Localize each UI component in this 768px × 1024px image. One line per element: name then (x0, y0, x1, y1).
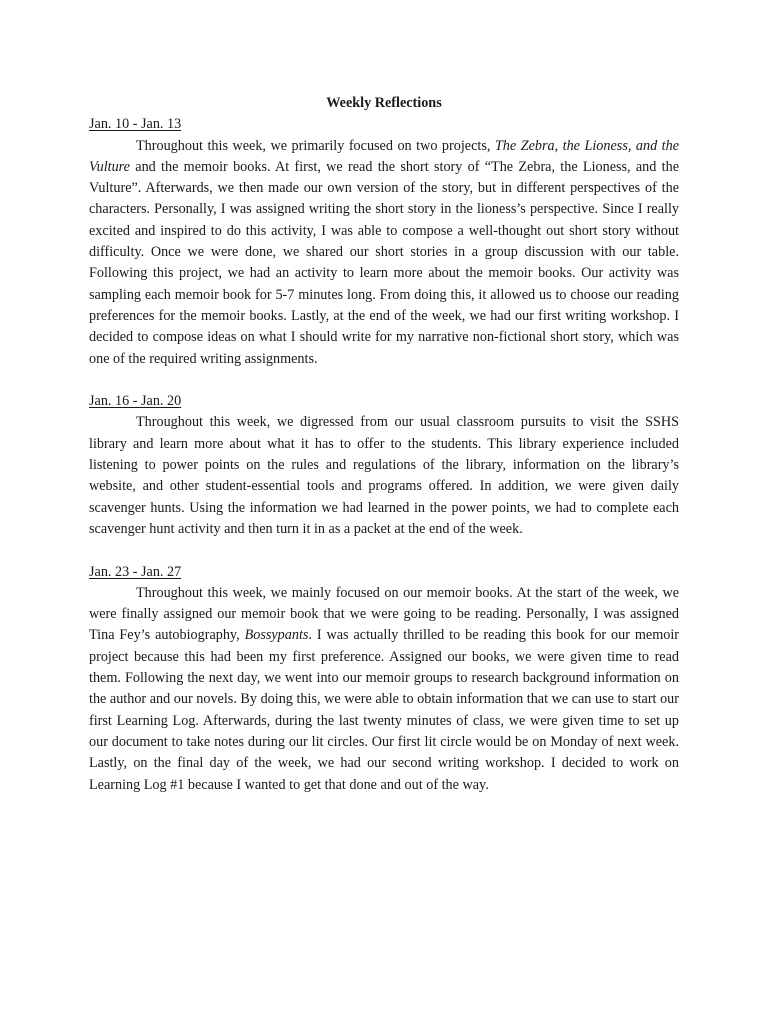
reflection-entry-jan-23 (89, 562, 679, 796)
body-text: and the memoir books. At first, we read the short story of “The Zebra, the Lioness, and the Vulture”. Afterwards, we then made our own version of the story, but in different perspectives of the characters. Personally, I was assigned writing the short story in the lioness’s perspective. Since I really excited and inspired to do this activity, I was able to compose a well-thought out short story without difficulty. Once we were done, we shared our short stories in a group discussion with our table. Following this project, we had an activity to learn more about the memoir books. Our activity was sampling each memoir book for 5-7 minutes long. From doing this, it allowed us to choose our reading preferences for the memoir books. Lastly, at the end of the week, we had our first writing workshop. I decided to compose ideas on what I should write for my narrative non-fictional short story, which was one of the required writing assignments. (89, 158, 679, 367)
body-text: Throughout this week, we primarily focused on two projects, (136, 137, 495, 154)
paragraph-gap (89, 370, 679, 391)
paragraph-gap (89, 540, 679, 561)
reflection-entry-jan-10 (89, 114, 679, 370)
book-title: Bossypants (244, 627, 309, 644)
entry-body: Throughout this week, we digressed from our usual classroom pursuits to visit the SSHS library and learn more about what it has to offer to the students. This library experience included listening to power points on the rules and regulations of the library, information on the library’s website, and other student-essential tools and programs offered. In addition, we were given daily scavenger hunts. Using the information we had learned in the power points, we had to complete each scavenger hunt activity and then turn it in as a packet at the end of the week. (89, 414, 679, 537)
document-content (89, 93, 679, 796)
body-text: Throughout this week, we mainly focused on our memoir books. At the start of the week, we were finally assigned our memoir book that we were going to be reading. Personally, I was assigned Tina Fey’s autobiography, (89, 584, 679, 644)
entry-body (89, 136, 679, 370)
reflection-entry-jan-16 (89, 391, 679, 540)
document-title: Weekly Reflections (326, 95, 442, 111)
entry-date: Jan. 10 - Jan. 13 (89, 116, 182, 133)
body-text: . I was actually thrilled to be reading this book for our memoir project because this had been my first preference. Assigned our books, we were given time to read them. Following the next day, we went into our memoir groups to research background information on the author and our novels. By doing this, we were able to obtain information that we can use to start our first Learning Log. Afterwards, during the last twenty minutes of class, we were given time to set up our document to take notes during our lit circles. Our first lit circle would be on Monday of next week. Lastly, on the final day of the week, we had our second writing workshop. I decided to work on Learning Log #1 because I wanted to get that done and out of the way. (89, 627, 679, 793)
entry-body (89, 583, 679, 796)
entry-date: Jan. 23 - Jan. 27 (89, 563, 182, 580)
story-title: The Zebra, the Lioness, and the Vulture (89, 137, 680, 175)
entry-date: Jan. 16 - Jan. 20 (89, 393, 182, 410)
